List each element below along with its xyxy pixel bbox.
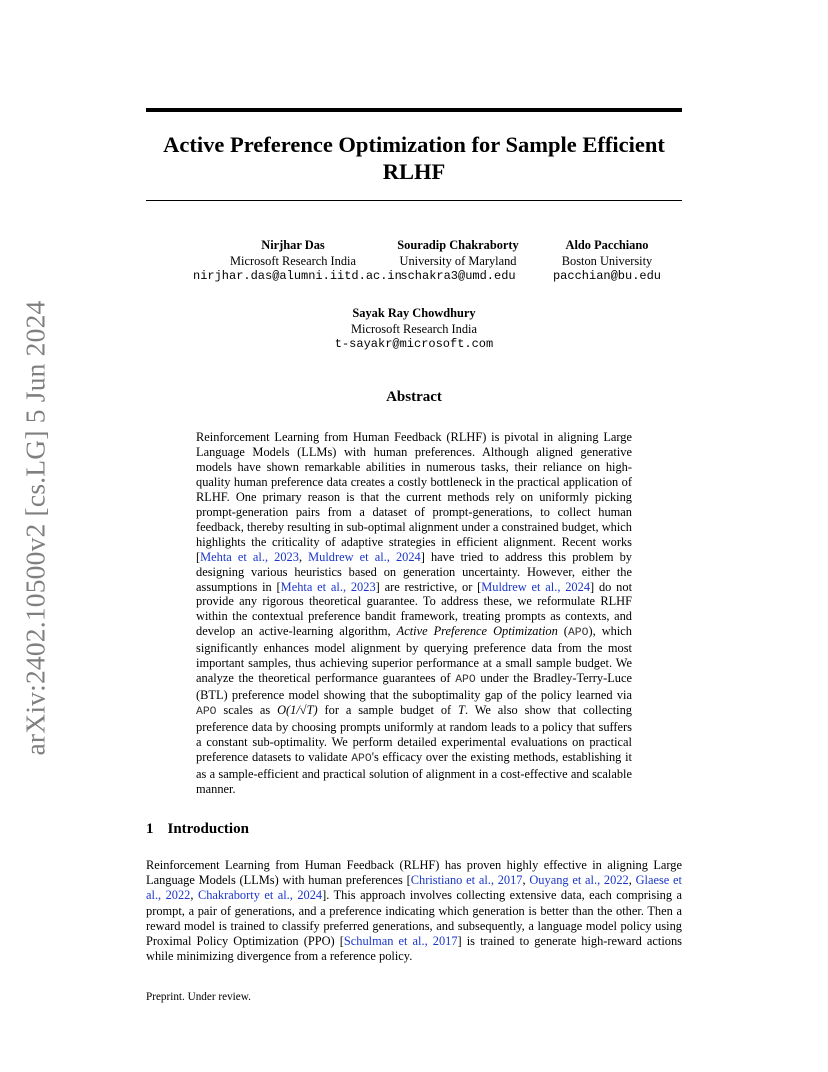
intro-text: , (190, 888, 198, 903)
section-heading (146, 821, 249, 838)
author-affiliation: University of Maryland (399, 253, 517, 268)
section-number: 1 (146, 821, 154, 837)
abstract-text: ] do not provide any rigorous theoretical guarantee. To address these, we reformulate RLHF within the contextual preference bandit framework, treating prompts as contexts, and develop an active-learning algorithm, (196, 579, 633, 639)
author-name: Sayak Ray Chowdhury (352, 306, 476, 320)
abstract-text: ( (557, 624, 568, 639)
abstract-text: under the Bradley-Terry-Luce (BTL) preference model showing that the suboptimality gap of the policy learned via (196, 671, 632, 703)
abstract-text: Reinforcement Learning from Human Feedback (RLHF) is pivotal in aligning Large Language Models (LLMs) with human preferences. Although aligned generative models have shown remarkable abilities in numerous tasks, their reliance on high-quality human preference data creates a costly bottleneck in the practical application of RLHF. One primary reason is that the current methods rely on uniformly picking prompt-generation pairs from a dataset of prompt-generations, to collect human feedback, thereby resulting in sub-optimal alignment under a constrained budget, which highlights the criticality of adaptive strategies in efficient alignment. Recent works [ (196, 430, 632, 564)
abstract-text: scales as (216, 703, 278, 718)
footer-note: Preprint. Under review. (146, 991, 251, 1003)
citation-link[interactable]: Schulman et al., 2017 (343, 934, 458, 949)
paper-title: Active Preference Optimization for Sample Efficient RLHF (163, 132, 665, 184)
citation-link[interactable]: Christiano et al., 2017 (410, 873, 523, 888)
abstract-text: ), which significantly enhances model alignment by querying preference data from the most important samples, thus achieving superior performance at a small sample budget. We analyze the theoretical performance guarantees of (196, 624, 632, 686)
method-acronym: APO (567, 627, 589, 640)
intro-text: , (522, 873, 530, 888)
method-acronym: APO (351, 753, 372, 766)
author-email: pacchian@bu.edu (552, 269, 662, 283)
intro-text: ] is trained to generate high-reward actions while minimizing divergence from a reference policy. (146, 934, 682, 964)
math-rate: O(1/√T) (277, 703, 318, 718)
method-name: Active Preference Optimization (396, 624, 558, 639)
author-email: t-sayakr@microsoft.com (334, 337, 494, 351)
abstract-heading: Abstract (386, 389, 442, 405)
author-block (314, 306, 514, 353)
author-name: Nirjhar Das (261, 238, 325, 252)
author-name: Aldo Pacchiano (565, 238, 649, 252)
arxiv-stamp (15, 298, 55, 758)
abstract-text: , (298, 549, 309, 564)
author-affiliation: Microsoft Research India (351, 321, 477, 336)
arxiv-stamp-text: arXiv:2402.10500v2 [cs.LG] 5 Jun 2024 (19, 300, 50, 756)
intro-text: Reinforcement Learning from Human Feedback (RLHF) has proven highly effective in aligning Large Language Models (LLMs) with human preferences [ (146, 858, 682, 888)
intro-text: ]. This approach involves collecting extensive data, each comprising a prompt, a pair of generations, and a preference indicating which generation is better than the other. Then a reward model is trained to classify preferred generations, and subsequently, a language model policy using Proximal Policy Optimization (PPO) [ (146, 888, 682, 949)
author-affiliation: Boston University (561, 253, 653, 268)
abstract-body (196, 430, 632, 797)
citation-link[interactable]: Chakraborty et al., 2024 (197, 888, 323, 903)
citation-link[interactable]: Ouyang et al., 2022 (529, 873, 629, 888)
math-budget: T (458, 703, 465, 718)
citation-link[interactable]: Glaese et al., 2022 (146, 873, 682, 903)
citation-link[interactable]: Mehta et al., 2023 (200, 549, 299, 564)
citation-link[interactable]: Muldrew et al., 2024 (308, 549, 421, 564)
title-rule-top (146, 108, 682, 112)
title-rule-bottom (146, 200, 682, 201)
citation-link[interactable]: Mehta et al., 2023 (280, 579, 376, 594)
author-name: Souradip Chakraborty (397, 238, 519, 252)
author-block (507, 238, 707, 285)
citation-link[interactable]: Muldrew et al., 2024 (481, 579, 591, 594)
section-title: Introduction (167, 821, 249, 837)
method-acronym: APO (455, 674, 476, 687)
abstract-text: ] have tried to address this problem by designing various heuristics based on generation uncertainty. However, either the assumptions in [ (196, 549, 633, 594)
intro-text: , (628, 873, 636, 888)
author-affiliation: Microsoft Research India (230, 253, 356, 268)
author-email: schakra3@umd.edu (400, 269, 516, 283)
intro-paragraph (146, 858, 682, 964)
abstract-text: . We also show that collecting preference data by choosing prompts uniformly at random leads to a policy that suffers a constant sub-optimality. We perform detailed experimental evaluations on practical preference datasets to validate (196, 703, 632, 765)
author-email: nirjhar.das@alumni.iitd.ac.in (193, 269, 402, 283)
abstract-text: ] are restrictive, or [ (375, 579, 482, 594)
method-acronym: APO (196, 706, 217, 719)
abstract-text: 's efficacy over the existing methods, establishing it as a sample-efficient and practical solution of alignment in a cost-effective and scalable manner. (196, 750, 632, 796)
abstract-text: for a sample budget of (317, 703, 459, 718)
